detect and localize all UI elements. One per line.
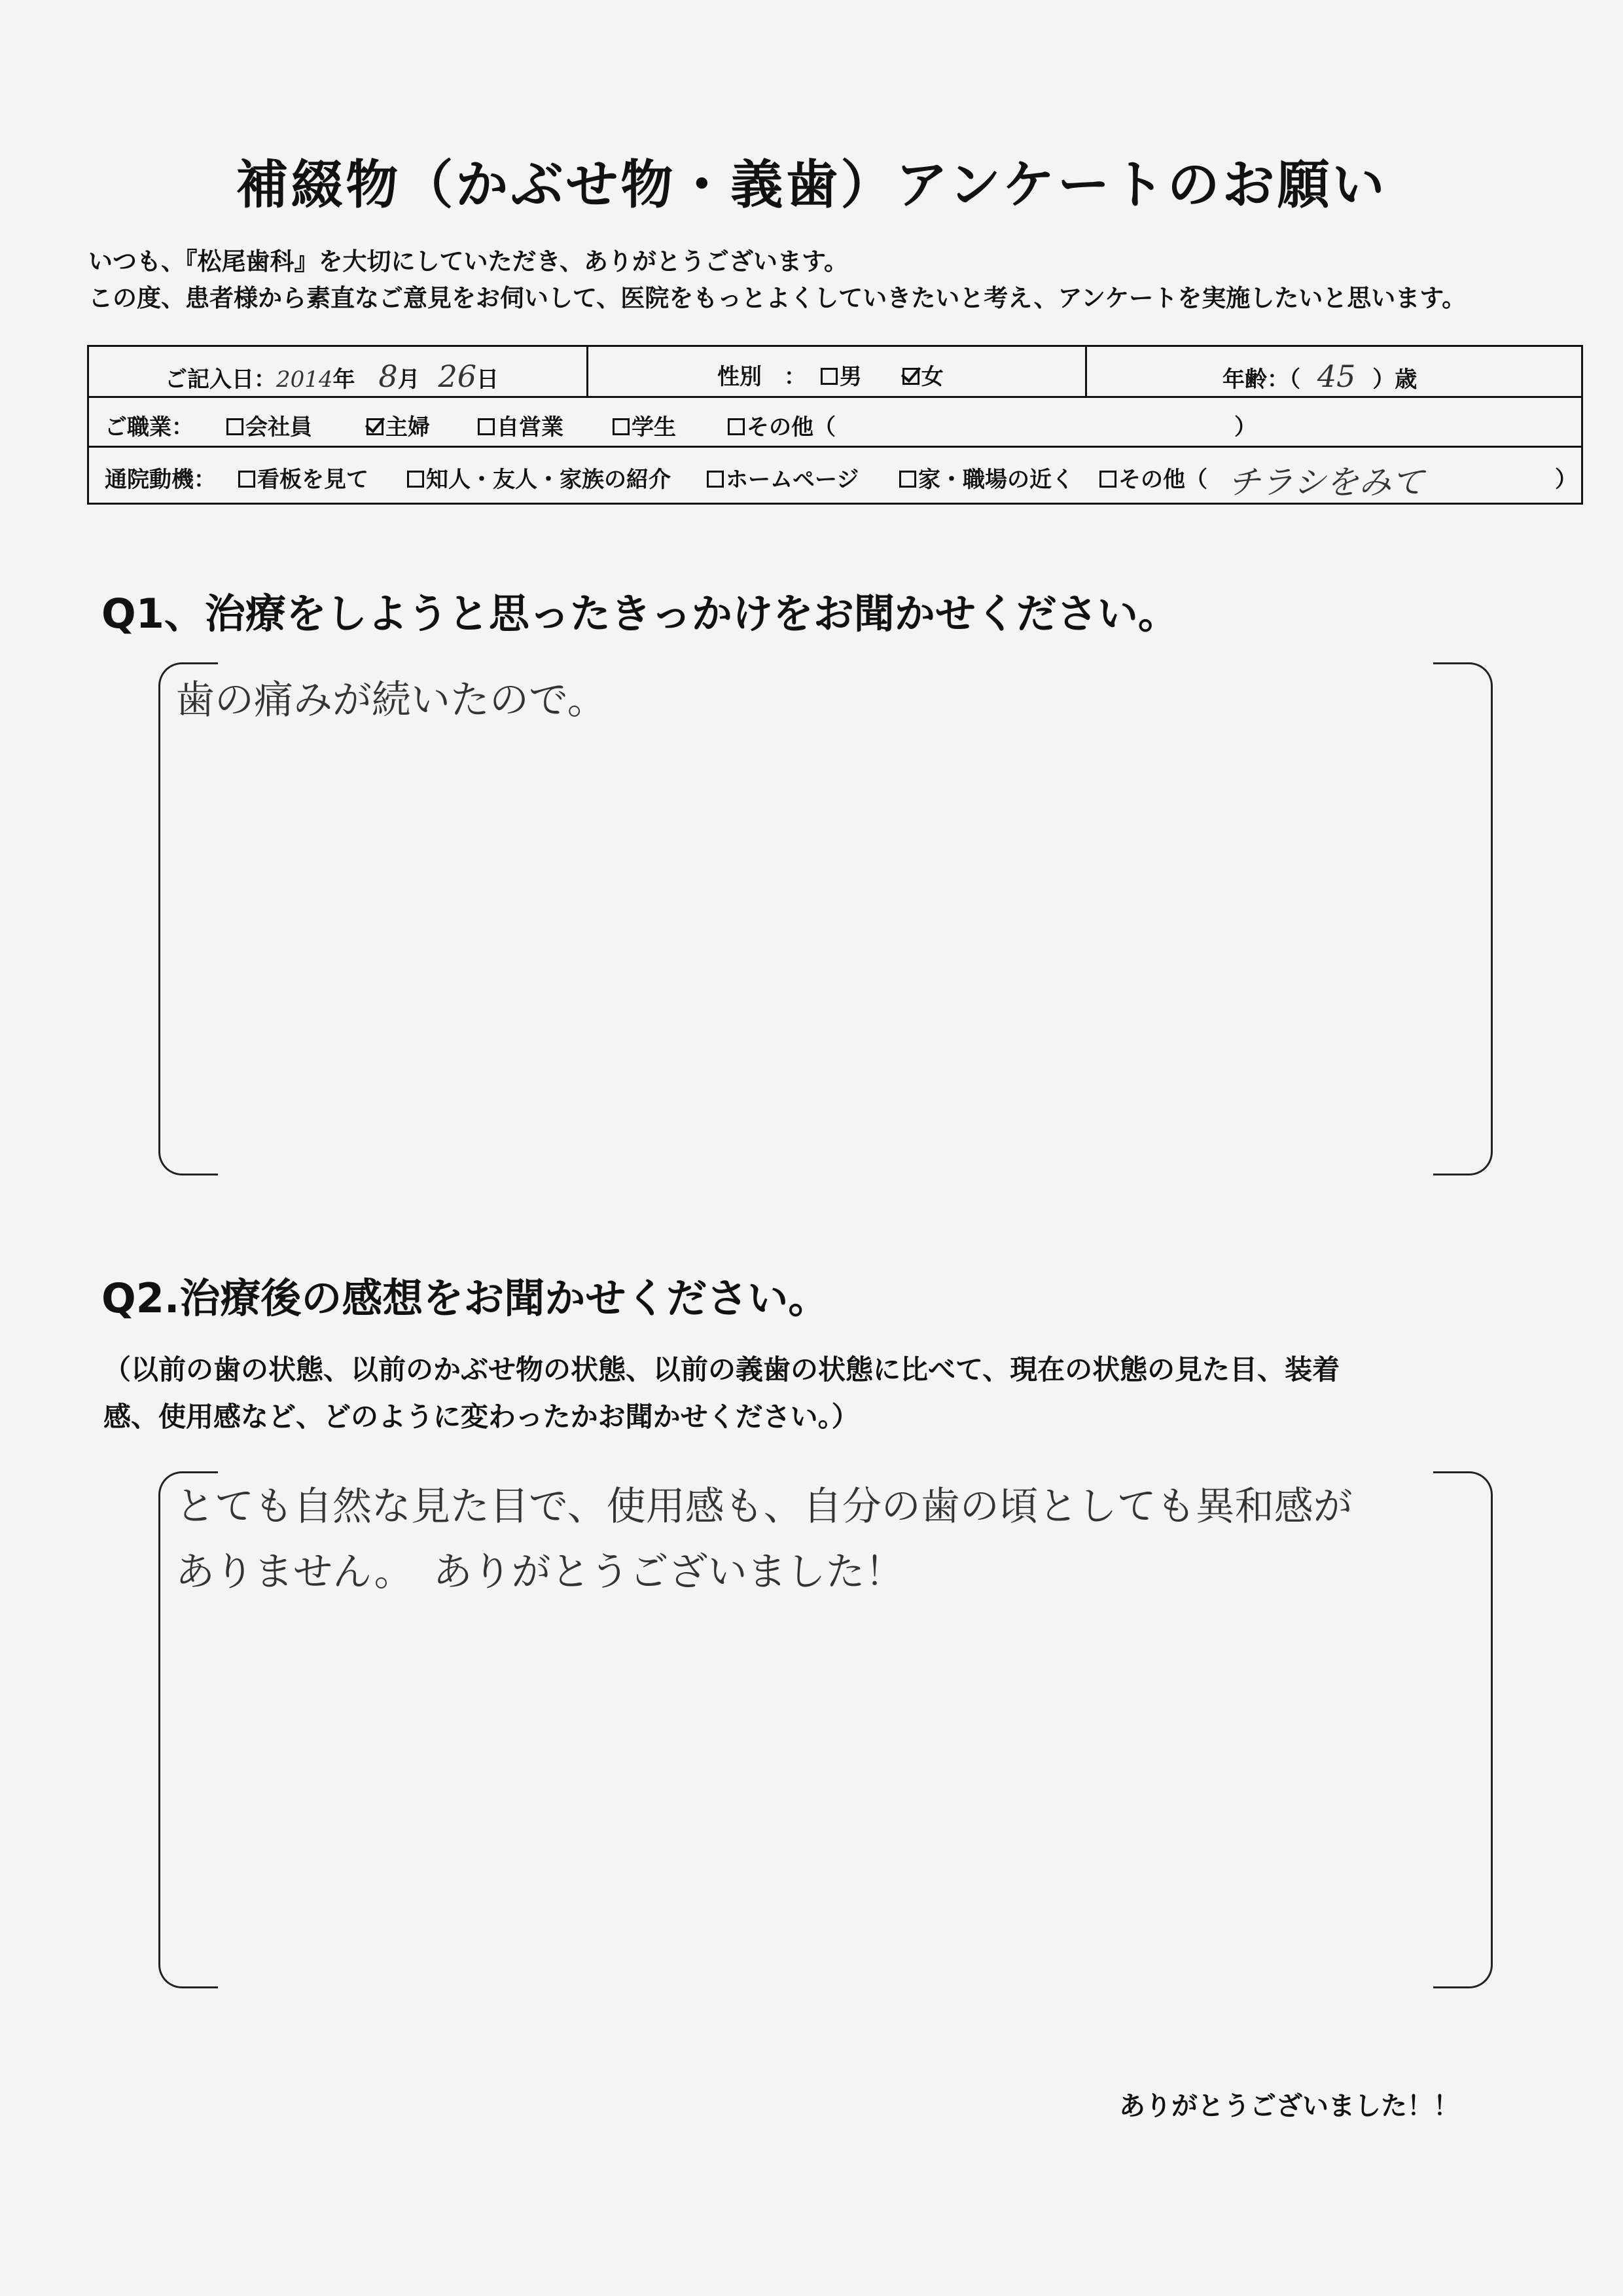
q1-answer[interactable]: 歯の痛みが続いたので。 xyxy=(175,677,607,723)
date-day-suffix: 日 xyxy=(476,367,499,393)
motive-referral-label: 知人・友人・家族の紹介 xyxy=(426,467,671,493)
motive-option-signboard[interactable] xyxy=(238,461,368,493)
q1-bracket-left xyxy=(158,662,218,1175)
intro-line-1: いつも、『松尾歯科』を大切にしていただき、ありがとうございます。 xyxy=(88,247,849,276)
gender-option-female[interactable] xyxy=(902,364,944,390)
q1-question: Q1、治療をしようと思ったきっかけをお聞かせください。 xyxy=(101,590,1179,637)
occupation-option-student[interactable] xyxy=(613,409,676,441)
info-row-motive xyxy=(89,446,1581,503)
date-year-value: 2014 xyxy=(276,367,333,393)
date-day-value: 26 xyxy=(438,359,477,394)
gender-male-label: 男 xyxy=(839,364,862,390)
date-year-suffix: 年 xyxy=(332,367,355,393)
motive-option-other[interactable] xyxy=(1099,461,1207,493)
occupation-employee-label: 会社員 xyxy=(245,414,312,440)
motive-label: 通院動機： xyxy=(105,467,216,493)
checkbox-motive-other[interactable] xyxy=(1099,471,1116,488)
date-label: ご記入日： xyxy=(165,367,276,393)
q2-answer[interactable] xyxy=(175,1474,1353,1605)
motive-other-value[interactable]: チラシをみて xyxy=(1228,463,1424,501)
motive-nearby-label: 家・職場の近く xyxy=(918,467,1074,493)
occupation-option-housewife[interactable] xyxy=(366,409,430,441)
info-row-date xyxy=(89,347,1581,398)
checkbox-nearby[interactable] xyxy=(899,471,916,488)
checkbox-self-employed[interactable] xyxy=(478,418,495,435)
q2-answer-line-2: ありません。 ありがとうございました！ xyxy=(175,1549,904,1595)
date-field[interactable] xyxy=(165,359,499,394)
gender-label: 性別 ： xyxy=(717,364,806,390)
occupation-label: ご職業： xyxy=(105,414,194,440)
checkbox-employee[interactable] xyxy=(226,418,243,435)
q2-bracket-right xyxy=(1433,1471,1493,1988)
checkbox-female[interactable] xyxy=(902,368,919,385)
page-title: 補綴物（かぶせ物・義歯）アンケートのお願い xyxy=(236,154,1387,215)
gender-cell xyxy=(586,347,1087,396)
checkbox-occupation-other[interactable] xyxy=(728,418,745,435)
checkbox-male[interactable] xyxy=(821,368,838,385)
motive-homepage-label: ホームページ xyxy=(726,467,859,493)
motive-option-nearby[interactable] xyxy=(899,461,1074,493)
age-suffix: ）歳 xyxy=(1372,367,1418,393)
info-row-occupation xyxy=(89,396,1581,448)
occupation-close-paren: ） xyxy=(1234,414,1257,440)
q2-question: Q2.治療後の感想をお聞かせください。 xyxy=(101,1274,829,1322)
date-cell xyxy=(89,347,588,396)
age-value: 45 xyxy=(1317,359,1356,394)
age-field[interactable] xyxy=(1222,359,1417,394)
checkbox-signboard[interactable] xyxy=(238,471,255,488)
q2-note-line-1: （以前の歯の状態、以前のかぶせ物の状態、以前の義歯の状態に比べて、現在の状態の見た目、装着 xyxy=(103,1354,1340,1386)
date-month-value: 8 xyxy=(378,359,398,394)
info-table xyxy=(87,345,1583,505)
checkbox-student[interactable] xyxy=(613,418,630,435)
occupation-option-self-employed[interactable] xyxy=(478,409,563,441)
occupation-housewife-label: 主婦 xyxy=(385,414,430,440)
occupation-option-other[interactable] xyxy=(728,409,836,441)
intro-line-2: この度、患者様から素直なご意見をお伺いして、医院をもっとよくしていきたいと考え、アンケートを実施したいと思います。 xyxy=(88,284,1467,312)
intro-text xyxy=(88,243,1466,317)
checkbox-homepage[interactable] xyxy=(707,471,724,488)
checkbox-referral[interactable] xyxy=(407,471,424,488)
occupation-student-label: 学生 xyxy=(632,414,676,440)
occupation-option-employee[interactable] xyxy=(226,409,312,441)
q2-note-line-2: 感、使用感など、どのように変わったかお聞かせください。） xyxy=(103,1401,859,1433)
age-label: 年齢：（ xyxy=(1222,367,1300,393)
motive-signboard-label: 看板を見て xyxy=(257,467,368,493)
date-month-suffix: 月 xyxy=(397,367,420,393)
motive-option-homepage[interactable] xyxy=(707,461,859,493)
thanks-text: ありがとうございました！！ xyxy=(1119,2091,1459,2121)
q2-answer-line-1: とても自然な見た目で、使用感も、自分の歯の頃としても異和感が xyxy=(175,1484,1353,1530)
age-cell xyxy=(1085,347,1581,396)
q1-bracket-right xyxy=(1433,662,1493,1175)
motive-option-referral[interactable] xyxy=(407,461,671,493)
gender-field xyxy=(717,359,944,391)
occupation-other-label: その他（ xyxy=(747,414,836,440)
occupation-self-employed-label: 自営業 xyxy=(497,414,563,440)
gender-option-male[interactable] xyxy=(821,364,862,390)
motive-close-paren: ） xyxy=(1555,467,1577,493)
gender-female-label: 女 xyxy=(921,364,944,390)
motive-other-label: その他（ xyxy=(1118,467,1207,493)
checkbox-housewife[interactable] xyxy=(366,418,383,435)
